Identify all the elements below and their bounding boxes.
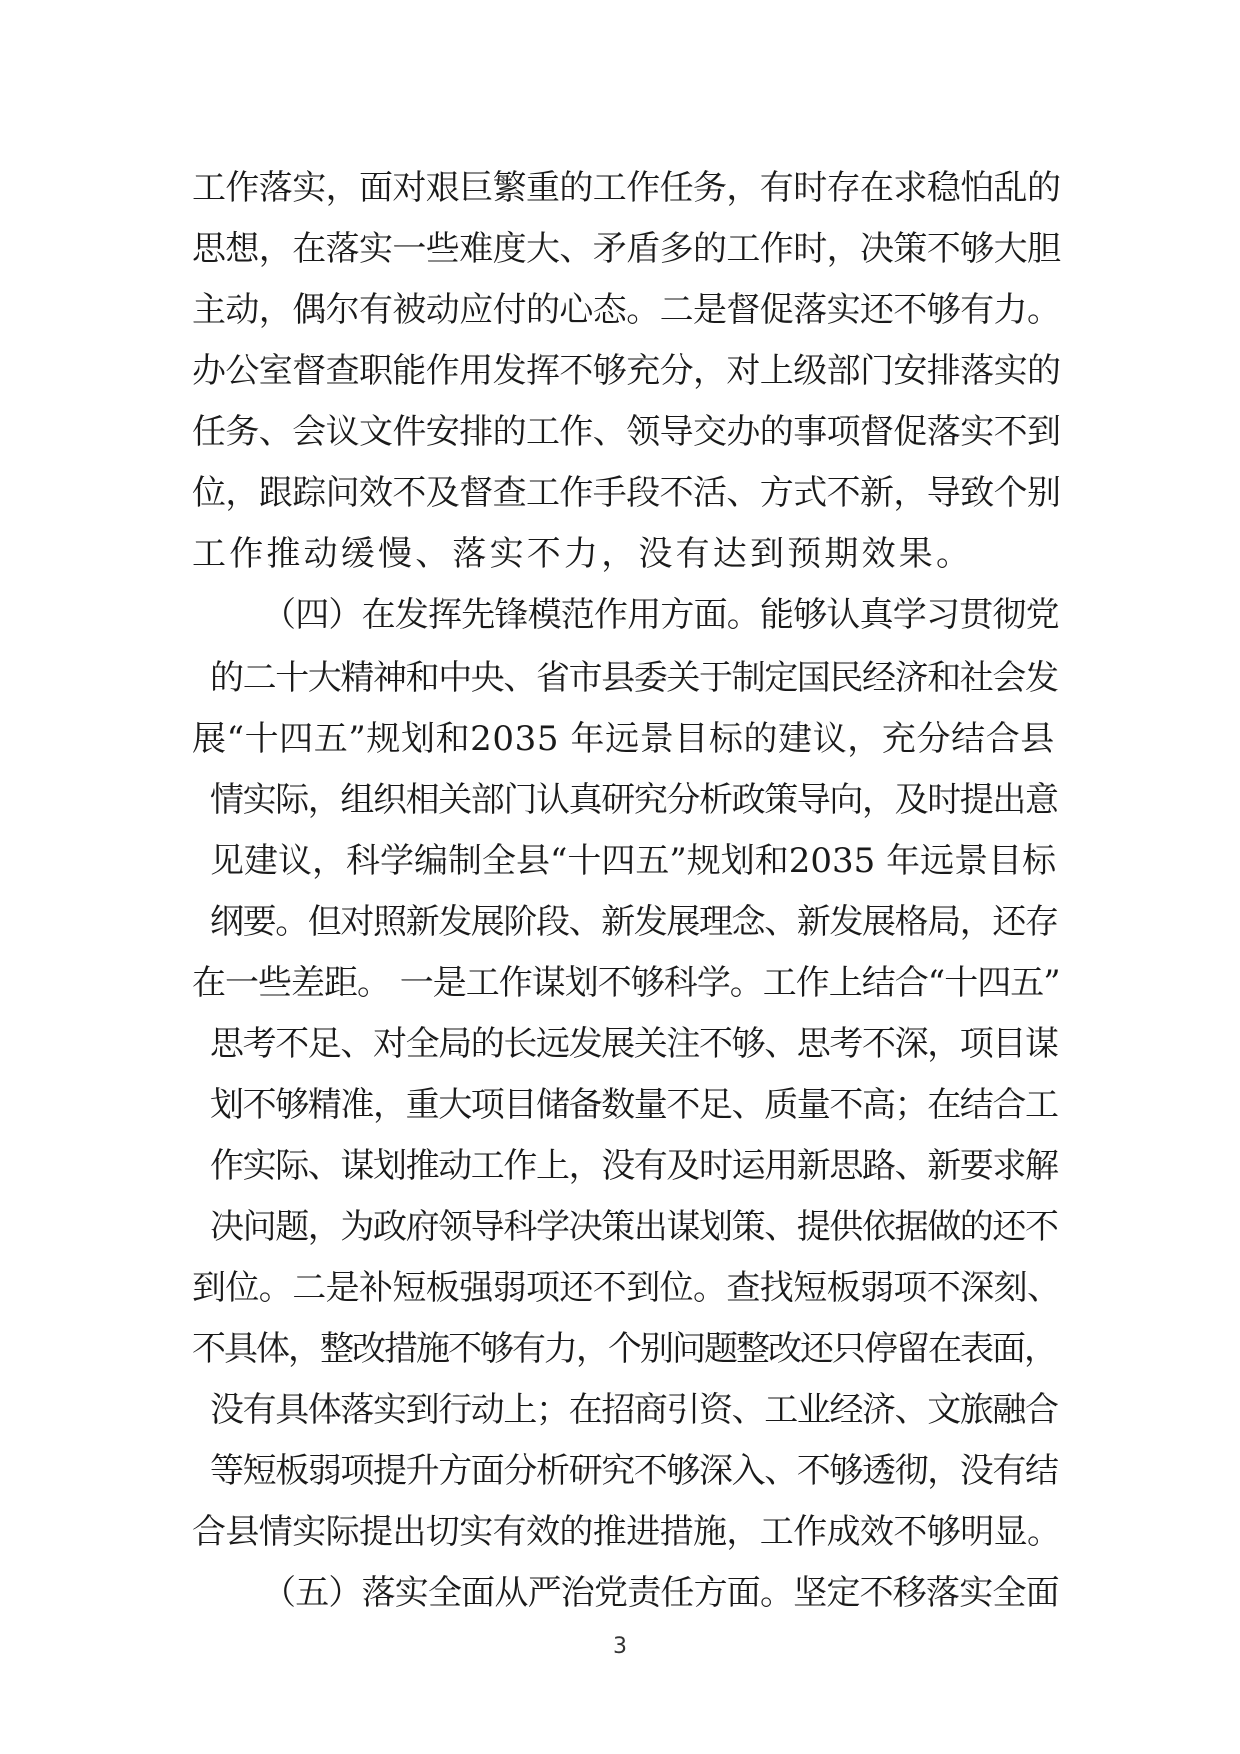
body-text-line: 位，跟踪问效不及督查工作手段不活、方式不新，导致个别	[192, 473, 1061, 513]
body-text-line: 纲要。但对照新发展阶段、新发展理念、新发展格局，还存	[210, 902, 1058, 942]
body-text-line: 思想，在落实一些难度大、矛盾多的工作时，决策不够大胆	[192, 229, 1061, 269]
body-text-line: 任务、会议文件安排的工作、领导交办的事项督促落实不到	[192, 412, 1061, 452]
body-text-line: 办公室督查职能作用发挥不够充分，对上级部门安排落实的	[192, 351, 1061, 391]
body-text-line: 决问题，为政府领导科学决策出谋划策、提供依据做的还不	[210, 1207, 1058, 1247]
body-text-line: 等短板弱项提升方面分析研究不够深入、不够透彻，没有结	[210, 1451, 1058, 1491]
body-text-line: 合县情实际提出切实有效的推进措施，工作成效不够明显。	[192, 1512, 1061, 1552]
section-heading-five: （五）落实全面从严治党责任方面。坚定不移落实全面	[262, 1573, 1059, 1613]
section-heading-four: （四）在发挥先锋模范作用方面。能够认真学习贯彻党	[262, 595, 1059, 635]
body-text-line: 作实际、谋划推动工作上，没有及时运用新思路、新要求解	[210, 1146, 1058, 1186]
body-text-line: 情实际，组织相关部门认真研究分析政策导向，及时提出意	[210, 780, 1058, 820]
body-text-line: 到位。二是补短板强弱项还不到位。查找短板弱项不深刻、	[192, 1268, 1061, 1308]
body-text-line: 工作推动缓慢、落实不力，没有达到预期效果。	[192, 534, 974, 574]
body-text-line: 不具体，整改措施不够有力，个别问题整改还只停留在表面，	[192, 1329, 1056, 1369]
body-text-line: 的二十大精神和中央、省市县委关于制定国民经济和社会发	[210, 658, 1058, 698]
body-text-line: 展“十四五”规划和2035 年远景目标的建议，充分结合县	[192, 719, 1055, 759]
body-text-line: 主动，偶尔有被动应付的心态。二是督促落实还不够有力。	[192, 290, 1061, 330]
body-text-line: 在一些差距。 一是工作谋划不够科学。工作上结合“十四五”	[192, 963, 1060, 1003]
body-text-line: 思考不足、对全局的长远发展关注不够、思考不深，项目谋	[210, 1024, 1058, 1064]
page-number: 3	[613, 1634, 627, 1659]
body-text-line: 划不够精准，重大项目储备数量不足、质量不高；在结合工	[210, 1085, 1058, 1125]
body-text-line: 没有具体落实到行动上；在招商引资、工业经济、文旅融合	[210, 1390, 1058, 1430]
body-text-line: 工作落实，面对艰巨繁重的工作任务，有时存在求稳怕乱的	[192, 168, 1061, 208]
body-text-line: 见建议，科学编制全县“十四五”规划和2035 年远景目标	[210, 841, 1057, 881]
